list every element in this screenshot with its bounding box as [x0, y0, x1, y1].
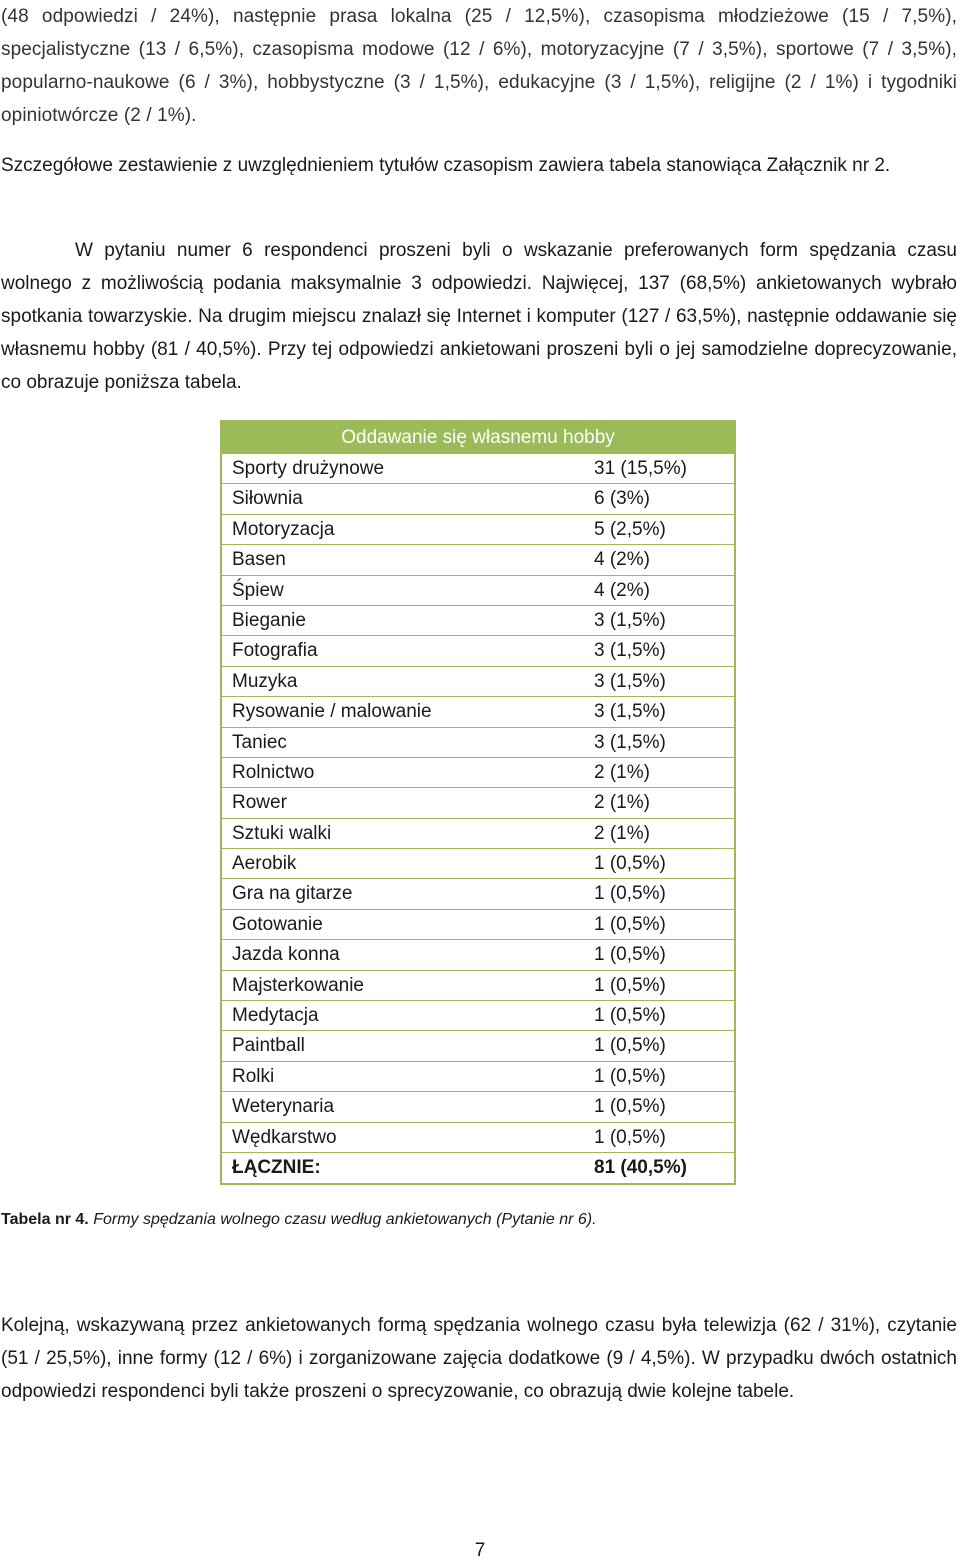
table-row: [222, 454, 734, 484]
paragraph-question-6-intro: W pytaniu numer 6 respondenci proszeni byli o wskazanie preferowanych form spędzania czasu wolnego z możliwością podania maksymalnie 3 odpowiedzi. Najwięcej, 137 (68,5%) ankietowanych wybrało spotkania towarzyskie. Na drugim miejscu znalazł się Internet i komputer (127 / 63,5%), następnie oddawanie się własnemu hobby (81 / 40,5%). Przy tej odpowiedzi ankietowani proszeni byli o jej samodzielne doprecyzowanie, co obrazuje poniższa tabela.: [1, 240, 957, 393]
hobby-name: Rysowanie / malowanie: [232, 701, 432, 723]
table-row: [222, 667, 734, 697]
hobby-name: Taniec: [232, 731, 287, 753]
table-total-row: [222, 1153, 734, 1183]
total-value: 81 (40,5%): [594, 1156, 687, 1178]
hobby-name: Aerobik: [232, 853, 297, 875]
table-row: [222, 910, 734, 940]
table-row: [222, 1062, 734, 1092]
hobby-name: Rower: [232, 792, 287, 814]
table-row: [222, 1092, 734, 1122]
table-row: [222, 788, 734, 818]
hobby-name: Gotowanie: [232, 913, 323, 935]
table-row: [222, 940, 734, 970]
hobby-count: 2 (1%): [594, 822, 650, 844]
hobby-name: Śpiew: [232, 579, 284, 601]
hobby-count: 2 (1%): [594, 761, 650, 783]
table-row: [222, 728, 734, 758]
hobby-table: [220, 420, 736, 1185]
hobby-name: Wędkarstwo: [232, 1126, 337, 1148]
hobby-name: Jazda konna: [232, 944, 340, 966]
hobby-count: 3 (1,5%): [594, 701, 666, 723]
table-row: [222, 484, 734, 514]
hobby-table-header: Oddawanie się własnemu hobby: [222, 422, 734, 454]
hobby-count: 1 (0,5%): [594, 913, 666, 935]
hobby-name: Majsterkowanie: [232, 974, 364, 996]
hobby-count: 3 (1,5%): [594, 609, 666, 631]
table-row: [222, 515, 734, 545]
table-row: [222, 697, 734, 727]
hobby-name: Sporty drużynowe: [232, 458, 385, 479]
hobby-count: 1 (0,5%): [594, 974, 666, 996]
table-row: [222, 636, 734, 666]
hobby-count: 3 (1,5%): [594, 640, 666, 662]
hobby-name: Motoryzacja: [232, 518, 335, 540]
table-row: [222, 819, 734, 849]
paragraph-annex-reference: Szczegółowe zestawienie z uwzględnieniem tytułów czasopism zawiera tabela stanowiąca Załącznik nr 2.: [1, 155, 891, 176]
hobby-count: 1 (0,5%): [594, 1096, 666, 1118]
hobby-count: 1 (0,5%): [594, 1126, 666, 1148]
table-row: [222, 879, 734, 909]
table-caption: [1, 1208, 597, 1232]
hobby-name: Rolnictwo: [232, 761, 315, 783]
hobby-count: 1 (0,5%): [594, 883, 666, 905]
hobby-name: Basen: [232, 549, 286, 571]
hobby-name: Bieganie: [232, 609, 306, 631]
page-number: 7: [474, 1540, 486, 1561]
paragraph-other-leisure-forms: Kolejną, wskazywaną przez ankietowanych formą spędzania wolnego czasu była telewizja (62 / 31%), czytanie (51 / 25,5%), inne formy (12 / 6%) i zorganizowane zajęcia dodatkowe (9 / 4,5%). W przypadku dwóch ostatnich odpowiedzi respondenci byli także proszeni o sprecyzowanie, co obrazują dwie kolejne tabele.: [1, 1315, 957, 1402]
hobby-count: 6 (3%): [594, 488, 650, 510]
hobby-count: 4 (2%): [594, 549, 650, 571]
hobby-count: 5 (2,5%): [594, 518, 666, 540]
table-row: [222, 1123, 734, 1153]
hobby-name: Muzyka: [232, 670, 298, 692]
hobby-count: 2 (1%): [594, 792, 650, 814]
hobby-name: Medytacja: [232, 1005, 319, 1027]
hobby-count: 4 (2%): [594, 579, 650, 601]
table-row: [222, 545, 734, 575]
hobby-name: Sztuki walki: [232, 822, 332, 844]
hobby-count: 1 (0,5%): [594, 1035, 666, 1057]
hobby-name: Rolki: [232, 1065, 275, 1087]
hobby-name: Weterynaria: [232, 1096, 335, 1118]
table-row: [222, 606, 734, 636]
table-row: [222, 971, 734, 1001]
hobby-name: Fotografia: [232, 640, 318, 662]
hobby-count: 3 (1,5%): [594, 731, 666, 753]
total-label: ŁĄCZNIE:: [232, 1156, 321, 1178]
table-caption-text: Formy spędzania wolnego czasu według ankietowanych (Pytanie nr 6).: [93, 1211, 597, 1228]
hobby-count: 1 (0,5%): [594, 944, 666, 966]
table-row: [222, 1031, 734, 1061]
table-row: [222, 1001, 734, 1031]
hobby-count: 3 (1,5%): [594, 670, 666, 692]
hobby-count: 1 (0,5%): [594, 853, 666, 875]
table-row: [222, 576, 734, 606]
table-caption-label: Tabela nr 4.: [1, 1211, 89, 1228]
hobby-name: Gra na gitarze: [232, 883, 353, 905]
hobby-name: Siłownia: [232, 488, 303, 510]
hobby-count: 31 (15,5%): [594, 458, 687, 479]
hobby-name: Paintball: [232, 1035, 305, 1057]
table-row: [222, 758, 734, 788]
hobby-table-body: [222, 454, 734, 1183]
hobby-count: 1 (0,5%): [594, 1065, 666, 1087]
table-row: [222, 849, 734, 879]
paragraph-press-readership: (48 odpowiedzi / 24%), następnie prasa lokalna (25 / 12,5%), czasopisma młodzieżowe (15 / 7,5%), specjalistyczne (13 / 6,5%), czasopisma modowe (12 / 6%), motoryzacyjne (7 / 3,5%), sportowe (7 / 3,5%), popularno-naukowe (6 / 3%), hobbystyczne (3 / 1,5%), edukacyjne (3 / 1,5%), religijne (2 / 1%) i tygodniki opiniotwórcze (2 / 1%).: [1, 6, 957, 126]
hobby-count: 1 (0,5%): [594, 1005, 666, 1027]
